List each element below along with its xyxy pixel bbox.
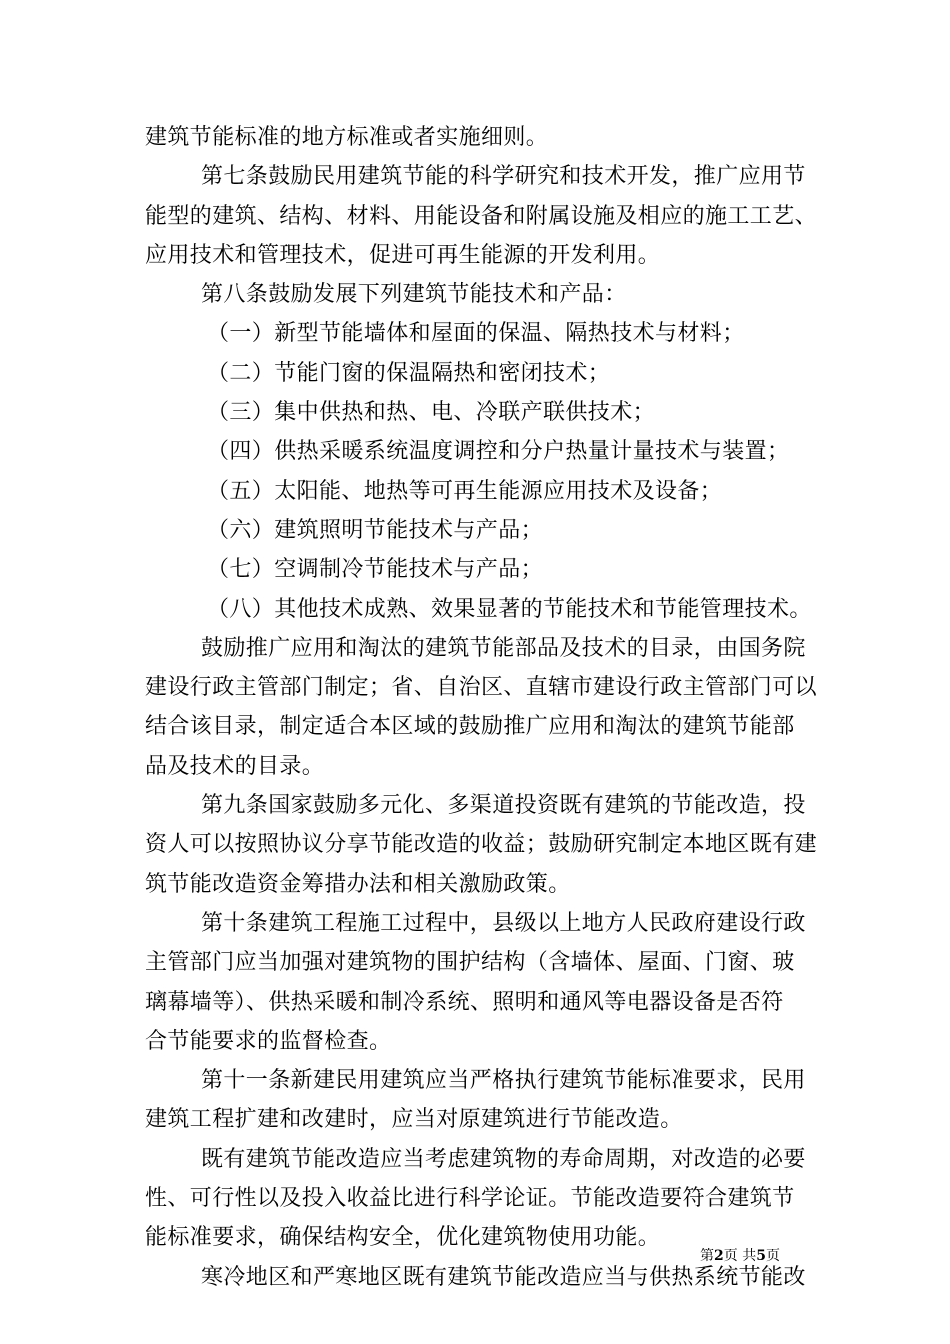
text-line: （六）建筑照明节能技术与产品； bbox=[207, 517, 544, 543]
text-line: （二）节能门窗的保温隔热和密闭技术； bbox=[207, 360, 611, 386]
text-line: 鼓励推广应用和淘汰的建筑节能部品及技术的目录，由国务院 bbox=[201, 635, 806, 661]
text-line: 建设行政主管部门制定；省、自治区、直辖市建设行政主管部门可以 bbox=[145, 675, 818, 701]
text-line: 第十一条新建民用建筑应当严格执行建筑节能标准要求，民用 bbox=[201, 1068, 806, 1094]
text-line: 能型的建筑、结构、材料、用能设备和附属设施及相应的施工工艺、 bbox=[145, 203, 818, 229]
text-line: 第十条建筑工程施工过程中，县级以上地方人民政府建设行政 bbox=[201, 910, 806, 936]
page-footer bbox=[700, 1247, 780, 1265]
current-page-number: 2 bbox=[714, 1248, 724, 1264]
text-line: 主管部门应当加强对建筑物的围护结构（含墙体、屋面、门窗、玻 bbox=[145, 950, 795, 976]
text-line: 资人可以按照协议分享节能改造的收益；鼓励研究制定本地区既有建 bbox=[145, 832, 818, 858]
text-line: 璃幕墙等）、供热采暖和制冷系统、照明和通风等电器设备是否符 bbox=[145, 989, 784, 1015]
footer-suffix: 页 bbox=[765, 1248, 780, 1264]
text-line: （七）空调制冷节能技术与产品； bbox=[207, 557, 544, 583]
footer-prefix: 第 bbox=[700, 1248, 714, 1264]
text-line: （一）新型节能墙体和屋面的保温、隔热技术与材料； bbox=[207, 321, 745, 347]
text-line: （八）其他技术成熟、效果显著的节能技术和节能管理技术。 bbox=[207, 596, 812, 622]
text-line: 既有建筑节能改造应当考虑建筑物的寿命周期，对改造的必要 bbox=[201, 1146, 806, 1172]
text-line: 建筑工程扩建和改建时，应当对原建筑进行节能改造。 bbox=[145, 1107, 683, 1133]
text-line: （三）集中供热和热、电、冷联产联供技术； bbox=[207, 400, 656, 426]
text-line: 建筑节能标准的地方标准或者实施细则。 bbox=[145, 125, 549, 150]
text-line: 筑节能改造资金筹措办法和相关激励政策。 bbox=[145, 871, 571, 897]
text-line: 性、可行性以及投入收益比进行科学论证。节能改造要符合建筑节 bbox=[145, 1186, 795, 1212]
text-line: 能标准要求，确保结构安全，优化建筑物使用功能。 bbox=[145, 1225, 661, 1251]
text-line: 合节能要求的监督检查。 bbox=[145, 1028, 392, 1054]
text-line: 第九条国家鼓励多元化、多渠道投资既有建筑的节能改造，投 bbox=[201, 793, 806, 819]
text-line: 应用技术和管理技术，促进可再生能源的开发利用。 bbox=[145, 242, 661, 268]
footer-middle: 页 共 bbox=[723, 1248, 757, 1264]
text-line: 结合该目录，制定适合本区域的鼓励推广应用和淘汰的建筑节能部 bbox=[145, 714, 795, 740]
total-pages-number: 5 bbox=[756, 1248, 766, 1264]
document-body bbox=[145, 118, 825, 1297]
text-line: 品及技术的目录。 bbox=[145, 753, 325, 779]
text-line: 寒冷地区和严寒地区既有建筑节能改造应当与供热系统节能改 bbox=[201, 1264, 806, 1290]
text-line: （四）供热采暖系统温度调控和分户热量计量技术与装置； bbox=[207, 439, 790, 465]
text-line: 第七条鼓励民用建筑节能的科学研究和技术开发，推广应用节 bbox=[201, 164, 806, 190]
text-line: （五）太阳能、地热等可再生能源应用技术及设备； bbox=[207, 478, 723, 504]
text-line: 第八条鼓励发展下列建筑节能技术和产品： bbox=[201, 282, 627, 308]
